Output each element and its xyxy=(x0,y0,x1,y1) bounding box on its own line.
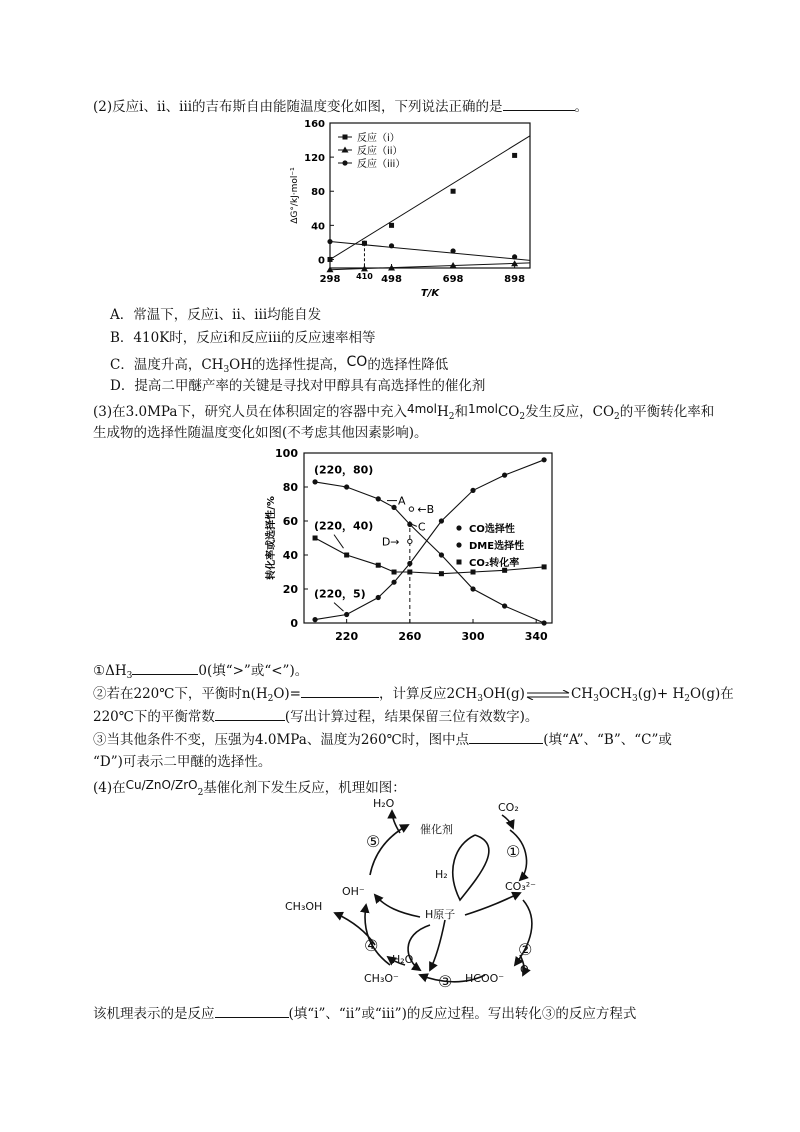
s2-sub2: 2 xyxy=(684,694,691,704)
chart2-ytick-label: 40 xyxy=(282,549,298,562)
chart2-point xyxy=(542,457,547,462)
co2-in-arrow xyxy=(502,815,513,828)
option-a: A．常温下，反应ⅰ、ⅱ、ⅲ均能自发 xyxy=(110,307,322,323)
chart2-point xyxy=(439,552,444,557)
q2-answer-blank[interactable] xyxy=(503,96,575,111)
s2-c: ，计算反应2CH xyxy=(379,686,478,702)
option-c-sub: 3 xyxy=(223,365,230,375)
chart2-xtick-label: 300 xyxy=(461,630,485,643)
chart2-point xyxy=(471,570,476,575)
chart1-point xyxy=(512,254,517,259)
chart2-point-b-marker xyxy=(409,507,413,511)
chart2-annot-220-40: (220，40) xyxy=(314,519,374,533)
s2-h: O(g)在 xyxy=(690,686,734,702)
chart2-point xyxy=(376,595,381,600)
mech-catalyst: 催化剂 xyxy=(420,823,453,836)
chart2-legend-label: CO₂转化率 xyxy=(469,558,520,569)
last-b: (填“ⅰ”、“ⅱ”或“ⅲ”)的反应过程。写出转化③的反应方程式 xyxy=(288,1006,637,1022)
q4-cat: Cu/ZnO/ZrO xyxy=(125,778,198,792)
last-blank[interactable] xyxy=(215,1003,289,1018)
q3-and: 和 xyxy=(454,404,468,420)
q3-mol1: 4mol xyxy=(406,402,437,416)
chart2-xtick-label: 220 xyxy=(335,630,359,643)
chart1-point xyxy=(362,241,367,246)
s2-blank[interactable] xyxy=(301,683,379,698)
q3-l1-a: (3)在3.0MPa下，研究人员在体积固定的容器中充入 xyxy=(93,404,407,420)
q2-text: (2)反应ⅰ、ⅱ、ⅲ的吉布斯自由能随温度变化如图，下列说法正确的是 xyxy=(93,99,503,115)
equilibrium-arrow-icon xyxy=(525,690,571,700)
q2-end: 。 xyxy=(574,99,589,115)
chart2-point xyxy=(407,522,412,527)
q3-l1-c: 的平衡转化率和 xyxy=(619,404,715,420)
s1-sub: 3 xyxy=(126,671,133,681)
step-1-label: ① xyxy=(506,842,521,861)
chart2-legend-marker xyxy=(457,560,462,565)
option-c-b: OH的选择性提高， xyxy=(229,357,347,373)
chart2-point xyxy=(470,488,475,493)
q3-h2: H xyxy=(436,404,449,420)
mechanism-diagram xyxy=(280,795,560,995)
chart1-xtick-label: 298 xyxy=(319,274,341,285)
step-2-label: ② xyxy=(518,940,533,959)
mech-h2o-bottom: H₂O xyxy=(392,953,414,966)
h-arrow-left xyxy=(375,895,420,917)
chart1-point xyxy=(389,223,394,228)
last-a: 该机理表示的是反应 xyxy=(93,1006,215,1022)
s1-blank[interactable] xyxy=(132,660,198,675)
s2-sub3: 3 xyxy=(477,694,483,704)
q2-line xyxy=(93,96,740,117)
chart2-point xyxy=(391,505,396,510)
cycle-arrow-4 xyxy=(365,905,390,965)
mech-h2: H₂ xyxy=(435,868,448,881)
chart2-annot-leader xyxy=(334,603,343,612)
mech-h-atom: H原子 xyxy=(425,908,456,921)
q3-l1-b: 发生反应，CO xyxy=(525,404,615,420)
mech-ch3oh: CH₃OH xyxy=(285,900,323,913)
q3-h2-sub: 2 xyxy=(448,412,455,422)
h-arrow-right xyxy=(465,893,520,915)
last-line xyxy=(93,1003,740,1024)
selectivity-chart xyxy=(262,445,562,655)
s2-sub3c: 3 xyxy=(631,694,638,704)
s1-b: 0(填“>”或“<”)。 xyxy=(198,663,309,679)
mech-hcoo: HCOO⁻ xyxy=(465,972,505,985)
step-5-label: ⑤ xyxy=(366,832,381,851)
option-c-c: 的选择性降低 xyxy=(367,357,449,373)
q3-s2-line2 xyxy=(93,706,740,727)
s3-b: (填“A”、“B”、“C”或 xyxy=(543,732,672,748)
chart1-xtick-label: 410 xyxy=(356,272,373,281)
chart2-point-d: D→ xyxy=(381,535,400,549)
q4-b: 基催化剂下发生反应，机理如图： xyxy=(203,780,406,796)
chart1-legend-label: 反应（iii） xyxy=(357,159,406,170)
chart2-legend-label: CO选择性 xyxy=(469,524,515,535)
mech-oh: OH⁻ xyxy=(342,885,365,898)
chart2-legend-marker xyxy=(456,542,461,547)
q3-s3-line2: “D”)可表示二甲醚的选择性。 xyxy=(93,754,272,770)
gibbs-energy-chart xyxy=(285,115,545,300)
chart2-point xyxy=(376,563,381,568)
chart1-point xyxy=(327,239,332,244)
chart1-frame xyxy=(330,123,530,268)
q3-co2-sub: 2 xyxy=(519,412,526,422)
chart1-ytick-label: 0 xyxy=(318,255,325,267)
chart1-legend-marker xyxy=(342,160,347,165)
chart1-point xyxy=(389,243,394,248)
chart2-annot-leader xyxy=(334,535,343,549)
chart2-ytick-label: 100 xyxy=(275,447,298,460)
step-3-label: ③ xyxy=(438,972,453,991)
chart2-point xyxy=(407,561,412,566)
q3-co2-sub2: 2 xyxy=(614,412,620,422)
mech-h2o-top: H₂O xyxy=(373,797,395,810)
chart2-point xyxy=(470,586,475,591)
chart2-point xyxy=(313,536,318,541)
h-arrow-down xyxy=(430,920,445,970)
s2-a: ②若在220℃下，平衡时n(H xyxy=(93,686,268,702)
chart1-legend-label: 反应（i） xyxy=(357,133,400,144)
q3-s3 xyxy=(93,729,740,750)
chart2-legend-label: DME选择性 xyxy=(469,541,525,552)
mech-o: O xyxy=(520,963,529,976)
h2o-out-arrow xyxy=(392,811,400,833)
option-c-co: CO xyxy=(346,354,368,370)
chart1-xtick-label: 898 xyxy=(504,274,526,285)
s2-l2-a: 220℃下的平衡常数 xyxy=(93,709,215,725)
chart2-annot-220-5: (220，5) xyxy=(314,587,366,601)
mech-co2: CO₂ xyxy=(498,801,519,814)
q3-line2: 生成物的选择性随温度变化如图(不考虑其他因素影响)。 xyxy=(93,425,428,441)
q3-co2: CO xyxy=(497,404,520,420)
chart2-point xyxy=(312,479,317,484)
chart2-point-a: A xyxy=(397,494,406,508)
chart2-xtick-label: 260 xyxy=(398,630,422,643)
s2-sub: 2 xyxy=(267,694,274,704)
chart2-annot-220-80: (220，80) xyxy=(314,463,374,477)
chart2-ytick-label: 60 xyxy=(282,515,298,528)
chart2-point-d-marker xyxy=(408,539,412,543)
chart2-legend-marker xyxy=(456,525,461,530)
chart2-point xyxy=(344,553,349,558)
chart2-xtick-label: 340 xyxy=(524,630,548,643)
chart1-series-line-3 xyxy=(330,242,530,261)
chart2-point xyxy=(344,612,349,617)
q4-a: (4)在 xyxy=(93,780,126,796)
s2-k-blank[interactable] xyxy=(215,706,285,721)
q3-mol2: 1mol xyxy=(467,402,498,416)
chart2-point xyxy=(542,564,547,569)
chart2-point-b: ←B xyxy=(417,503,435,517)
s2-g: (g)+ H xyxy=(637,686,685,702)
mech-ch3o: CH₃O⁻ xyxy=(364,972,399,985)
chart2-point xyxy=(312,617,317,622)
chart1-point xyxy=(450,248,455,253)
chart2-point-c-leader xyxy=(412,524,417,526)
chart1-ylabel: ΔG°/kJ·mol⁻¹ xyxy=(290,167,300,224)
chart2-point xyxy=(392,570,397,575)
chart1-point xyxy=(328,257,333,262)
chart2-point xyxy=(502,473,507,478)
s2-e: CH xyxy=(570,686,594,702)
chart1-xtick-label: 698 xyxy=(442,274,464,285)
s3-a: ③当其他条件不变，压强为4.0MPa、温度为260℃时，图中点 xyxy=(93,732,470,748)
s2-l2-b: (写出计算过程，结果保留三位有效数字)。 xyxy=(284,709,539,725)
s2-f: OCH xyxy=(598,686,632,702)
chart2-point xyxy=(391,580,396,585)
step-4-label: ④ xyxy=(364,936,379,955)
chart2-point xyxy=(407,570,412,575)
chart2-point xyxy=(542,620,547,625)
chart1-point xyxy=(451,189,456,194)
catalyst-loop xyxy=(453,835,489,900)
chart1-xlabel: T/K xyxy=(420,288,440,299)
chart2-ytick-label: 80 xyxy=(282,481,298,494)
q4-cat-sub: 2 xyxy=(197,788,204,798)
s2-d: OH(g) xyxy=(482,686,525,702)
chart2-point xyxy=(439,518,444,523)
s1-a: ①ΔH xyxy=(93,663,127,679)
chart1-ytick-label: 40 xyxy=(311,221,325,233)
option-d: D．提高二甲醚产率的关键是寻找对甲醇具有高选择性的催化剂 xyxy=(110,378,486,394)
chart1-point xyxy=(512,153,517,158)
chart1-legend-label: 反应（ii） xyxy=(357,146,403,157)
chart1-ytick-label: 120 xyxy=(304,153,325,165)
option-b: B．410K时，反应ⅰ和反应ⅲ的反应速率相等 xyxy=(110,330,376,346)
chart1-ytick-label: 80 xyxy=(311,187,325,199)
chart1-xtick-label: 498 xyxy=(381,274,402,285)
chart2-point xyxy=(439,571,444,576)
option-c-a: C．温度升高，CH xyxy=(110,357,224,373)
chart1-series-line-2 xyxy=(330,263,530,270)
chart1-ytick-label: 160 xyxy=(304,119,325,130)
chart2-ytick-label: 0 xyxy=(290,617,298,630)
chart2-point xyxy=(376,496,381,501)
chart2-ytick-label: 20 xyxy=(282,583,298,596)
s2-sub3b: 3 xyxy=(593,694,599,704)
chart1-legend-marker xyxy=(343,135,348,140)
s2-b: O)= xyxy=(273,686,301,702)
chart2-ylabel: 转化率或选择性/% xyxy=(266,496,277,580)
chart2-point xyxy=(502,603,507,608)
chart2-point-c: C xyxy=(417,520,426,534)
s3-blank[interactable] xyxy=(469,729,543,744)
mech-co3: CO₃²⁻ xyxy=(505,880,536,893)
